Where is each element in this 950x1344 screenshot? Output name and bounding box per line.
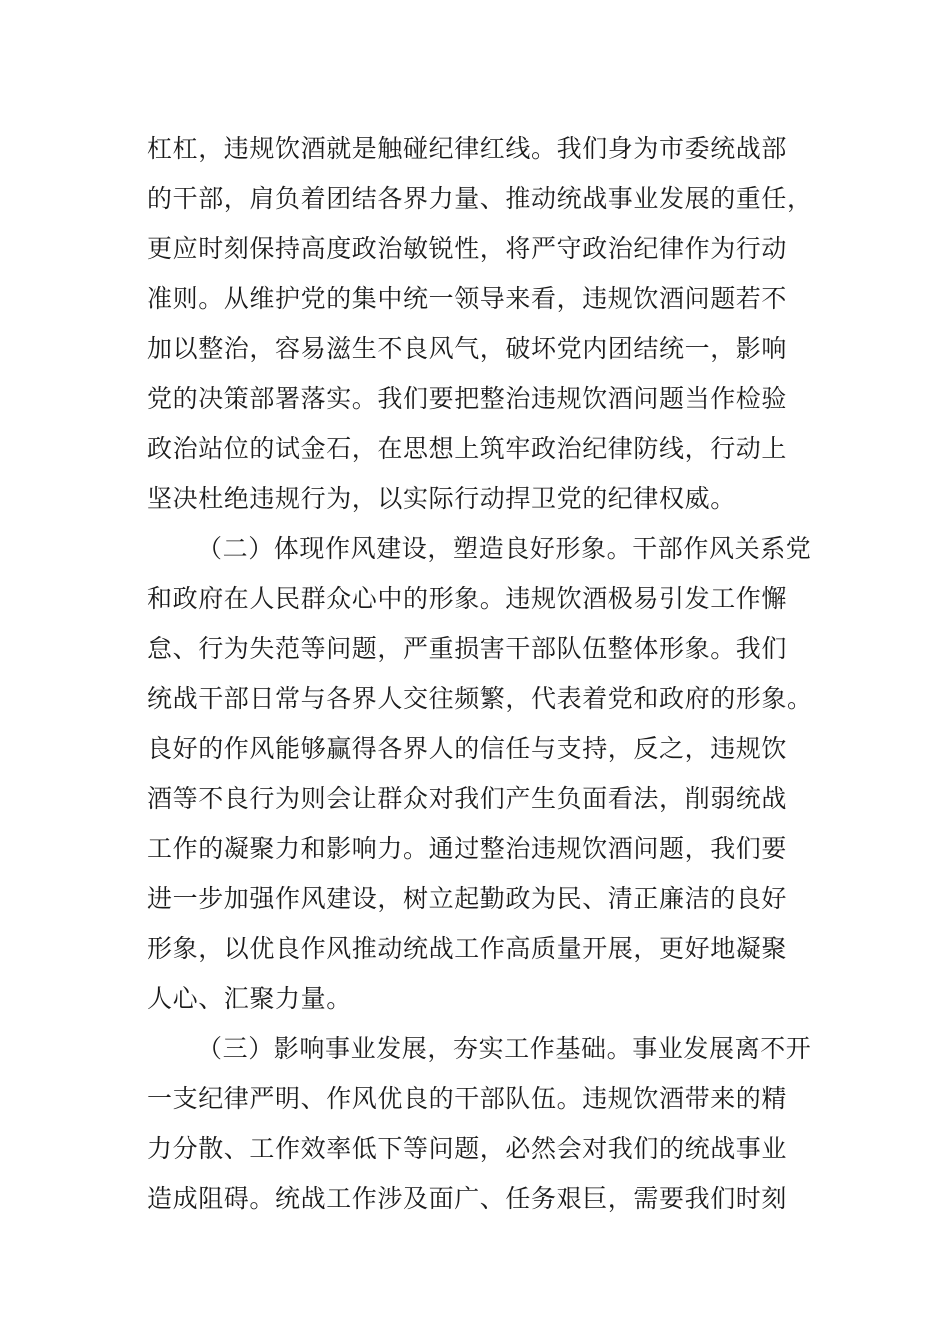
- text-line: 良好的作风能够赢得各界人的信任与支持，反之，违规饮: [147, 734, 788, 763]
- text-line: 更应时刻保持高度政治敏锐性，将严守政治纪律作为行动: [147, 234, 788, 263]
- text-line: 造成阻碍。统战工作涉及面广、任务艰巨，需要我们时刻: [147, 1184, 788, 1213]
- text-line: 人心、汇聚力量。: [147, 984, 352, 1013]
- text-line: 的干部，肩负着团结各界力量、推动统战事业发展的重任，: [147, 184, 813, 213]
- section-heading-line: （三）影响事业发展，夯实工作基础。事业发展离不开: [197, 1034, 812, 1063]
- text-line: 形象，以优良作风推动统战工作高质量开展，更好地凝聚: [147, 934, 788, 963]
- section-heading-line: （二）体现作风建设，塑造良好形象。干部作风关系党: [197, 534, 812, 563]
- text-line: 杠杠，违规饮酒就是触碰纪律红线。我们身为市委统战部: [147, 134, 788, 163]
- text-line: 一支纪律严明、作风优良的干部队伍。违规饮酒带来的精: [147, 1084, 788, 1113]
- text-line: 坚决杜绝违规行为，以实际行动捍卫党的纪律权威。: [147, 484, 736, 513]
- document-body: [147, 124, 813, 1224]
- text-line: 和政府在人民群众心中的形象。违规饮酒极易引发工作懈: [147, 584, 788, 613]
- text-line: 统战干部日常与各界人交往频繁，代表着党和政府的形象。: [147, 684, 813, 713]
- text-line: 加以整治，容易滋生不良风气，破坏党内团结统一，影响: [147, 334, 788, 363]
- text-line: 党的决策部署落实。我们要把整治违规饮酒问题当作检验: [147, 384, 788, 413]
- text-line: 进一步加强作风建设，树立起勤政为民、清正廉洁的良好: [147, 884, 788, 913]
- text-line: 力分散、工作效率低下等问题，必然会对我们的统战事业: [147, 1134, 788, 1163]
- text-line: 酒等不良行为则会让群众对我们产生负面看法，削弱统战: [147, 784, 788, 813]
- text-line: 准则。从维护党的集中统一领导来看，违规饮酒问题若不: [147, 284, 788, 313]
- text-line: 政治站位的试金石，在思想上筑牢政治纪律防线，行动上: [147, 434, 788, 463]
- text-line: 工作的凝聚力和影响力。通过整治违规饮酒问题，我们要: [147, 834, 788, 863]
- text-line: 怠、行为失范等问题，严重损害干部队伍整体形象。我们: [147, 634, 788, 663]
